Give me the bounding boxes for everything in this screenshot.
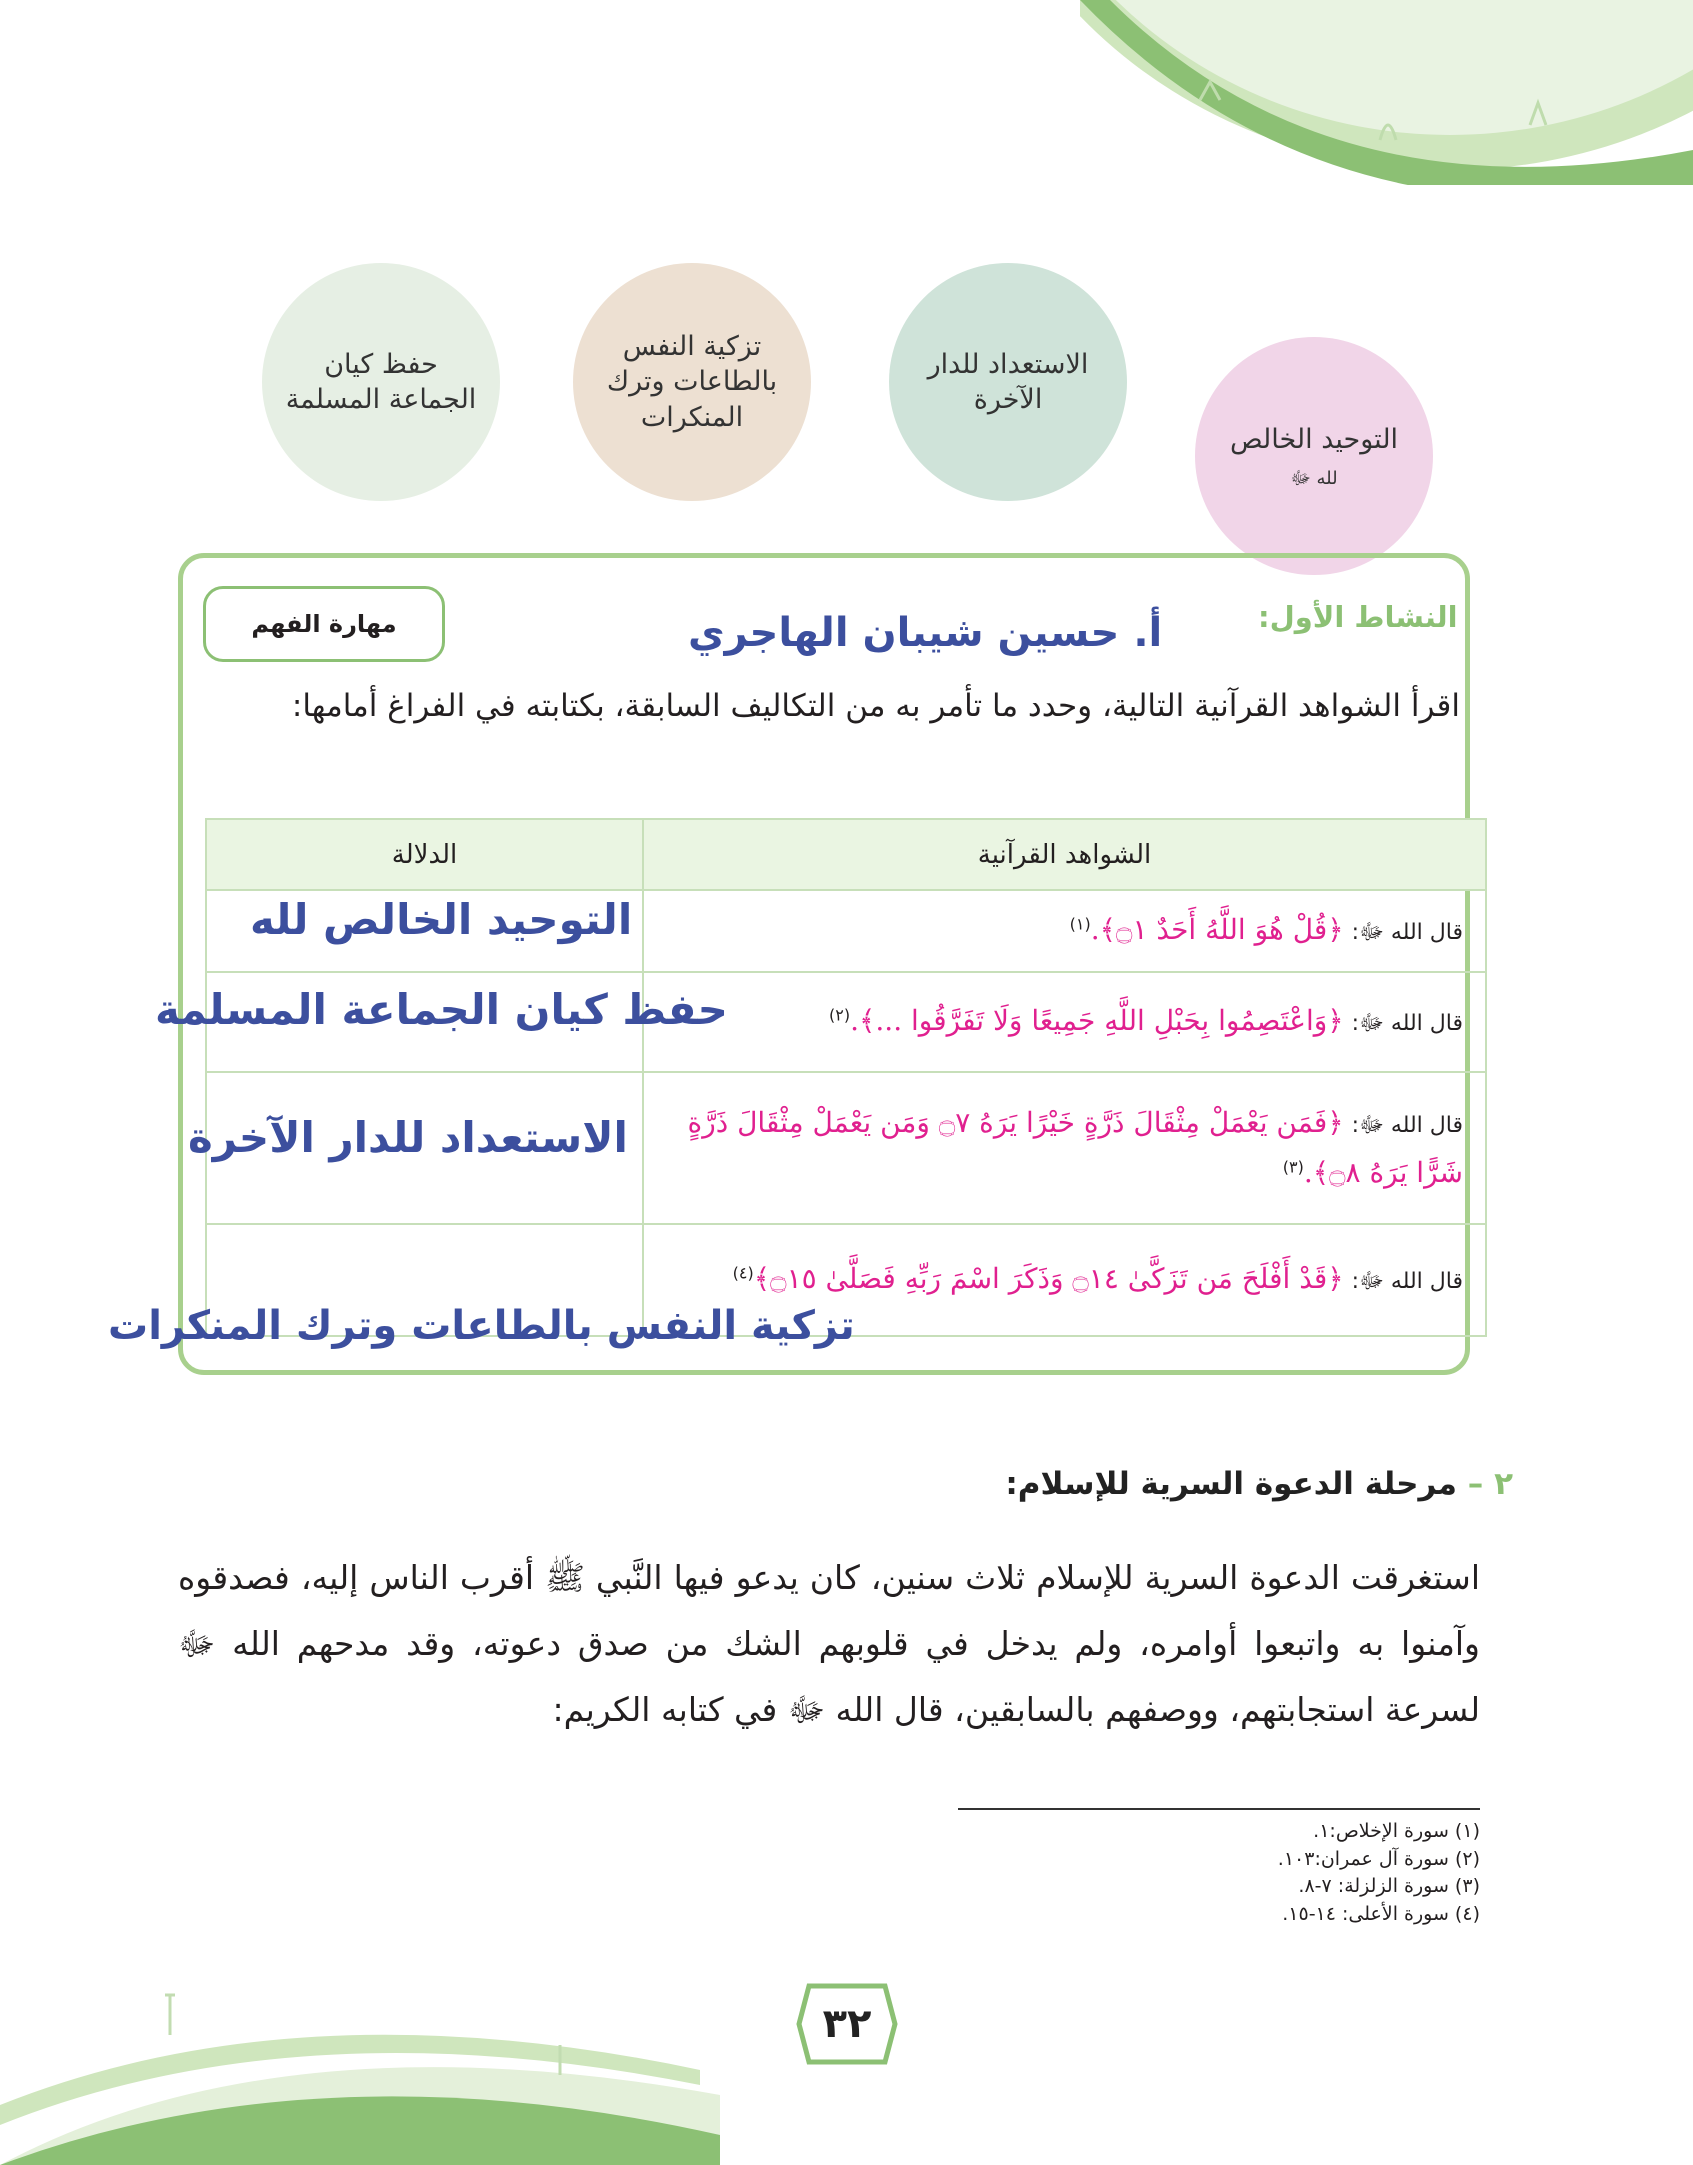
answer-handwritten: تزكية النفس بالطاعات وترك المنكرات xyxy=(108,1303,855,1349)
footnote-divider xyxy=(958,1808,1480,1810)
circle-label: تزكية النفس xyxy=(622,331,762,363)
footnote: (٢) سورة آل عمران:١٠٣. xyxy=(1277,1847,1480,1870)
verse-intro: قال الله ﷻ: xyxy=(1351,1010,1463,1036)
student-name: أ. حسين شيبان الهاجري xyxy=(688,610,1163,656)
footnote: (٣) سورة الزلزلة: ٧-٨. xyxy=(1298,1875,1480,1898)
circle-label: الآخرة xyxy=(973,384,1043,415)
section-number: ٢ – xyxy=(1467,1466,1513,1502)
footnote-ref: (٤) xyxy=(732,1263,754,1283)
circle-honorific: لله ﷻ xyxy=(1290,467,1338,489)
verse-text: ﴿فَمَن يَعْمَلْ مِثْقَالَ ذَرَّةٍ خَيْرًا يَرَهُ ۝٧ وَمَن يَعْمَلْ مِثْقَالَ ذَرَّةٍ شَرًّا يَرَهُ ۝٨﴾. xyxy=(687,1105,1463,1189)
circle-self-purification xyxy=(573,263,811,501)
section-paragraph: استغرقت الدعوة السرية للإسلام ثلاث سنين، كان يدعو فيها النَّبي ﷺ أقرب الناس إليه، فصدقوه وآمنوا به واتبعوا أوامره، ولم يدخل في قلوبهم الشك من صدق دعوته، وقد مدحهم الله ﷻ لسرعة استجابتهم، ووصفهم بالسابقين، قال الله ﷻ في كتابه الكريم: xyxy=(178,1558,1480,1729)
circle-label: المنكرات xyxy=(640,401,744,433)
verse-text: ﴿قَدْ أَفْلَحَ مَن تَزَكَّىٰ ۝١٤ وَذَكَرَ اسْمَ رَبِّهِ فَصَلَّىٰ ۝١٥﴾ xyxy=(753,1261,1344,1295)
header-witnesses: الشواهد القرآنية xyxy=(643,819,1486,890)
page-number: ٣٢ xyxy=(822,2001,872,2047)
activity-instruction: اقرأ الشواهد القرآنية التالية، وحدد ما تأمر به من التكاليف السابقة، بكتابته في الفراغ أمامها: xyxy=(291,688,1460,724)
verse-text: ﴿قُلْ هُوَ اللَّهُ أَحَدٌ ۝١﴾. xyxy=(1090,912,1344,946)
answer-handwritten: حفظ كيان الجماعة المسلمة xyxy=(155,985,728,1034)
footnotes xyxy=(1278,1818,1480,1928)
verse-text: ﴿وَاعْتَصِمُوا بِحَبْلِ اللَّهِ جَمِيعًا وَلَا تَفَرَّقُوا ...﴾. xyxy=(850,1003,1344,1037)
circle-label: الجماعة المسلمة xyxy=(285,384,477,415)
answer-handwritten: الاستعداد للدار الآخرة xyxy=(188,1113,628,1162)
top-right-decoration xyxy=(1080,0,1693,185)
verse-intro: قال الله ﷻ: xyxy=(1351,1268,1463,1294)
circle-afterlife-preparation xyxy=(889,263,1127,501)
circle-label: الاستعداد للدار xyxy=(927,348,1089,380)
header-meaning: الدلالة xyxy=(206,819,643,890)
footnote: (١) سورة الإخلاص:١. xyxy=(1313,1820,1480,1842)
verse-cell xyxy=(643,1072,1486,1224)
bottom-left-decoration xyxy=(0,1975,720,2165)
section-heading xyxy=(1005,1466,1513,1502)
footnote-ref: (١) xyxy=(1069,914,1091,934)
footnote-ref: (٢) xyxy=(829,1005,851,1025)
circle-label: بالطاعات وترك xyxy=(606,366,778,398)
footnote-ref: (٣) xyxy=(1282,1157,1304,1177)
circle-label: التوحيد الخالص xyxy=(1229,423,1399,455)
circle-community-preservation xyxy=(262,263,500,501)
circle-pure-monotheism xyxy=(1195,337,1433,575)
verse-intro: قال الله ﷻ: xyxy=(1351,919,1463,945)
section-title: مرحلة الدعوة السرية للإسلام: xyxy=(1005,1466,1457,1502)
answer-handwritten: التوحيد الخالص لله xyxy=(250,895,633,944)
verse-cell xyxy=(643,890,1486,972)
verse-intro: قال الله ﷻ: xyxy=(1351,1112,1463,1138)
activity-label: النشاط الأول: xyxy=(1258,600,1458,634)
page-number-badge xyxy=(795,1982,899,2066)
verse-cell xyxy=(643,972,1486,1072)
circle-label: حفظ كيان xyxy=(324,348,438,380)
skill-badge: مهارة الفهم xyxy=(203,586,445,662)
footnote: (٤) سورة الأعلى: ١٤-١٥. xyxy=(1282,1902,1480,1925)
